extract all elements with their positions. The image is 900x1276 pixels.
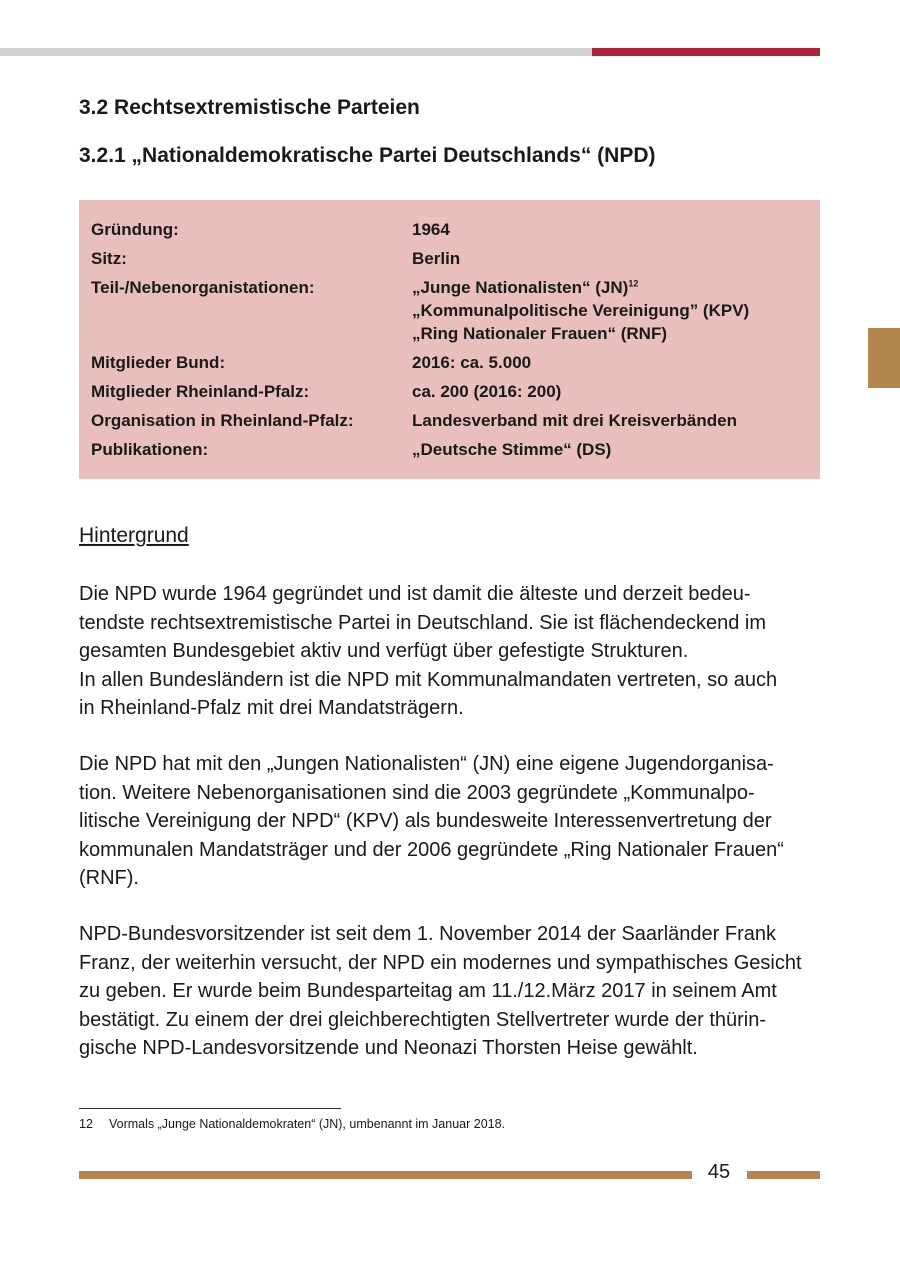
paragraph-line: Franz, der weiterhin versucht, der NPD ein modernes und sympathisches Gesicht bbox=[79, 951, 802, 974]
section-heading: 3.2 Rechtsextremistische Parteien bbox=[79, 96, 420, 119]
footer-bar-left bbox=[79, 1171, 692, 1179]
party-info-box bbox=[79, 200, 820, 479]
info-row-nebenorganisationen bbox=[91, 276, 820, 345]
body-paragraph bbox=[79, 580, 820, 723]
footnote bbox=[79, 1117, 505, 1131]
info-label: Sitz: bbox=[91, 249, 127, 268]
paragraph-line: litische Vereinigung der NPD“ (KPV) als bundesweite Interessenvertretung der bbox=[79, 810, 772, 832]
paragraph-line: Die NPD wurde 1964 gegründet und ist damit die älteste und derzeit bedeu- bbox=[79, 583, 751, 605]
info-value-line: Berlin bbox=[412, 249, 461, 268]
paragraph-line: kommunalen Mandatsträger und der 2006 gegründete „Ring Nationaler Frauen“ bbox=[79, 838, 784, 861]
footnote-number: 12 bbox=[79, 1117, 93, 1131]
header-bar-red bbox=[592, 48, 820, 56]
paragraph-line: in Rheinland-Pfalz mit drei Mandatsträgern. bbox=[79, 697, 464, 719]
background-heading: Hintergrund bbox=[79, 524, 189, 547]
body-paragraph bbox=[79, 920, 820, 1063]
info-row-gruendung bbox=[91, 218, 820, 241]
info-label: Gründung: bbox=[91, 220, 179, 239]
info-row-organisation-rlp bbox=[91, 409, 820, 432]
paragraph-line: NPD-Bundesvorsitzender ist seit dem 1. November 2014 der Saarländer Frank bbox=[79, 923, 776, 945]
info-value-line: „Deutsche Stimme“ (DS) bbox=[412, 440, 612, 459]
info-value-line bbox=[412, 276, 749, 299]
paragraph-line: tendste rechtsextremistische Partei in Deutschland. Sie ist flächendeckend im bbox=[79, 611, 767, 634]
info-label: Mitglieder Rheinland-Pfalz: bbox=[91, 382, 310, 401]
chapter-side-tab bbox=[868, 328, 900, 388]
info-value-line: 2016: ca. 5.000 bbox=[412, 353, 532, 372]
footnote-reference[interactable]: 12 bbox=[628, 278, 639, 289]
header-bar-grey bbox=[0, 48, 592, 56]
info-value bbox=[412, 276, 749, 345]
footnote-divider bbox=[79, 1108, 341, 1109]
info-value bbox=[412, 438, 611, 461]
info-row-mitglieder-rlp bbox=[91, 380, 820, 403]
page-number: 45 bbox=[707, 1161, 731, 1183]
footer-bar-right bbox=[747, 1171, 820, 1179]
paragraph-line: gesamten Bundesgebiet aktiv und verfügt über gefestigte Strukturen. bbox=[79, 640, 689, 662]
info-value bbox=[412, 380, 561, 403]
info-value-text: „Junge Nationalisten“ (JN) bbox=[412, 278, 629, 297]
info-value-line: ca. 200 (2016: 200) bbox=[412, 382, 562, 401]
paragraph-line: bestätigt. Zu einem der drei gleichberechtigten Stellvertreter wurde der thürin- bbox=[79, 1008, 767, 1031]
info-row-publikationen bbox=[91, 438, 820, 461]
paragraph-line: gische NPD-Landesvorsitzende und Neonazi Thorsten Heise gewählt. bbox=[79, 1037, 698, 1059]
info-row-mitglieder-bund bbox=[91, 351, 820, 374]
info-label: Publikationen: bbox=[91, 440, 209, 459]
body-paragraph bbox=[79, 750, 820, 893]
info-value bbox=[412, 409, 737, 432]
info-value bbox=[412, 218, 450, 241]
info-label: Mitglieder Bund: bbox=[91, 353, 226, 372]
footnote-text: Vormals „Junge Nationaldemokraten“ (JN), umbenannt im Januar 2018. bbox=[109, 1117, 506, 1131]
info-value-line: Landesverband mit drei Kreisverbänden bbox=[412, 411, 737, 430]
info-label: Teil-/Nebenorganistationen: bbox=[91, 278, 315, 297]
info-value-line: 1964 bbox=[412, 220, 450, 239]
info-label: Organisation in Rheinland-Pfalz: bbox=[91, 411, 354, 430]
paragraph-line: Die NPD hat mit den „Jungen Nationalisten“ (JN) eine eigene Jugendorganisa- bbox=[79, 753, 774, 775]
info-value bbox=[412, 351, 531, 374]
paragraph-line: tion. Weitere Nebenorganisationen sind die 2003 gegründete „Kommunalpo- bbox=[79, 781, 755, 804]
info-value-line: „Ring Nationaler Frauen“ (RNF) bbox=[412, 324, 668, 343]
paragraph-line: In allen Bundesländern ist die NPD mit Kommunalmandaten vertreten, so auch bbox=[79, 668, 778, 691]
info-row-sitz bbox=[91, 247, 820, 270]
info-value-line: „Kommunalpolitische Vereinigung” (KPV) bbox=[412, 301, 750, 320]
subsection-heading: 3.2.1 „Nationaldemokratische Partei Deutschlands“ (NPD) bbox=[79, 144, 656, 167]
paragraph-line: (RNF). bbox=[79, 867, 139, 889]
paragraph-line: zu geben. Er wurde beim Bundesparteitag am 11./12.März 2017 in seinem Amt bbox=[79, 980, 777, 1002]
info-value bbox=[412, 247, 460, 270]
